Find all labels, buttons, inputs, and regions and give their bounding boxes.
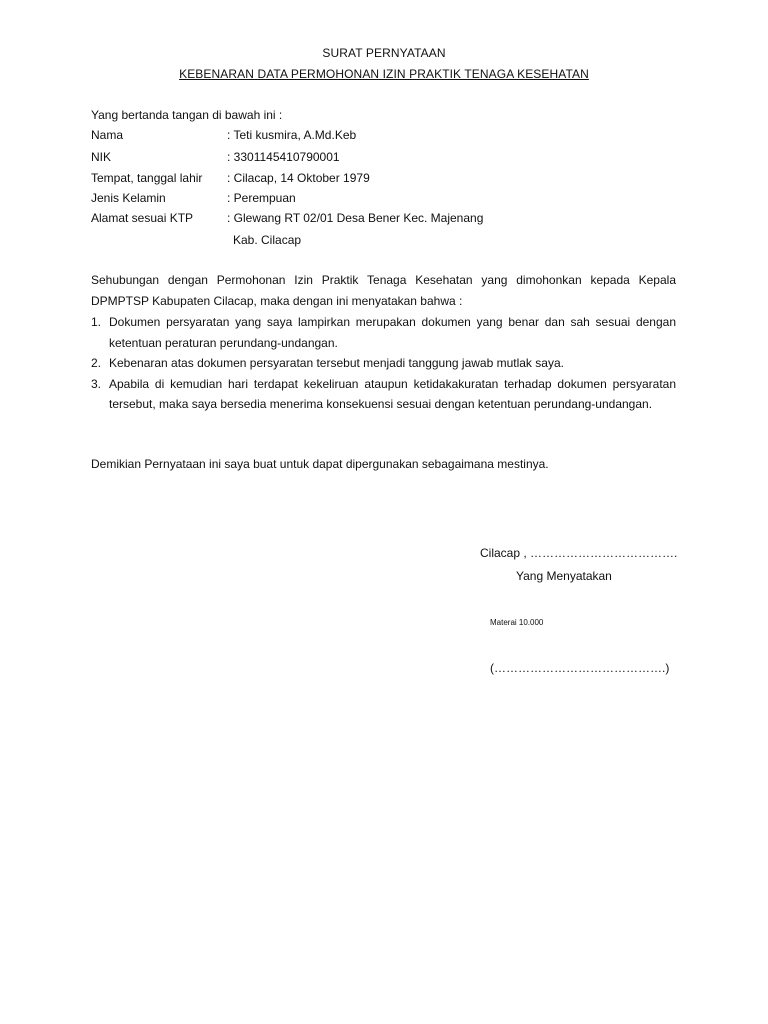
intro-text: Yang bertanda tangan di bawah ini : <box>91 108 283 122</box>
field-value-nama: : Teti kusmira, A.Md.Keb <box>227 128 357 142</box>
address-line-2: Kab. Cilacap <box>233 233 302 247</box>
list-item-number: 2. <box>91 356 102 370</box>
signature-name-placeholder: (…………………………………….) <box>490 661 670 675</box>
field-value-ttl: : Cilacap, 14 Oktober 1979 <box>227 171 370 185</box>
list-item <box>91 312 676 353</box>
list-item-number: 1. <box>91 315 102 329</box>
body-paragraph: Sehubungan dengan Permohonan Izin Praktik Tenaga Kesehatan yang dimohonkan kepada Kepala DPMPTSP Kabupaten Cilacap, maka dengan ini menyatakan bahwa : <box>91 273 676 308</box>
stamp-note: Materai 10.000 <box>490 618 544 627</box>
field-value-address: : Glewang RT 02/01 Desa Bener Kec. Majenang <box>227 211 484 225</box>
list-item-number: 3. <box>91 376 102 391</box>
field-value-nik: : 3301145410790001 <box>227 150 340 164</box>
document-subtitle: KEBENARAN DATA PERMOHONAN IZIN PRAKTIK TENAGA KESEHATAN <box>179 67 589 81</box>
closing-statement: Demikian Pernyataan ini saya buat untuk dapat dipergunakan sebagaimana mestinya. <box>91 457 549 471</box>
field-label-ttl: Tempat, tanggal lahir <box>91 171 203 185</box>
list-item <box>91 353 676 374</box>
list-item-text: Dokumen persyaratan yang saya lampirkan merupakan dokumen yang benar dan sah sesuai dengan ketentuan peraturan perundang-undangan. <box>109 315 676 350</box>
statement-list <box>91 312 676 415</box>
field-label-nik: NIK <box>91 150 112 164</box>
list-item <box>91 374 676 415</box>
field-label-nama: Nama <box>91 128 124 142</box>
field-label-address: Alamat sesuai KTP <box>91 211 194 225</box>
document-title: SURAT PERNYATAAN <box>322 46 446 60</box>
field-value-gender: : Perempuan <box>227 191 296 205</box>
signature-place-date: Cilacap , ………………………………. <box>480 546 678 560</box>
list-item-text: Apabila di kemudian hari terdapat kekeliruan ataupun ketidakakuratan terhadap dokumen persyaratan tersebut, maka saya bersedia menerima konsekuensi sesuai dengan ketentuan perundang-undangan. <box>109 376 676 411</box>
field-label-gender: Jenis Kelamin <box>91 191 166 205</box>
list-item-text: Kebenaran atas dokumen persyaratan tersebut menjadi tanggung jawab mutlak saya. <box>109 356 564 370</box>
signature-role: Yang Menyatakan <box>516 569 612 583</box>
